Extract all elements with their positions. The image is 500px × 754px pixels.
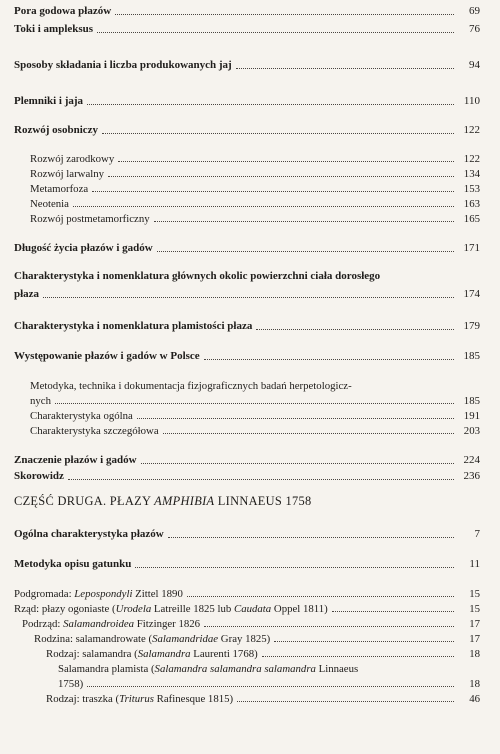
dot-leader bbox=[92, 191, 454, 192]
dot-leader bbox=[237, 701, 454, 702]
entry-title: Charakterystyka i nomenklatura plamistości płaza bbox=[14, 320, 253, 332]
toc-entry-rodzaj1 bbox=[46, 648, 480, 660]
dot-leader bbox=[68, 479, 454, 480]
toc-entry-gatunek_a bbox=[58, 663, 480, 675]
page-number: 122 bbox=[463, 124, 480, 136]
dot-leader bbox=[97, 32, 454, 33]
entry-title: Charakterystyka ogólna bbox=[30, 410, 133, 422]
entry-title: Charakterystyka i nomenklatura głównych okolic powierzchni ciała dorosłego bbox=[14, 270, 381, 282]
page-number: 11 bbox=[469, 558, 480, 570]
page-number: 18 bbox=[469, 678, 480, 690]
toc-entry-rozwoj bbox=[14, 124, 480, 137]
dot-leader bbox=[204, 626, 454, 627]
page-number: 15 bbox=[469, 603, 480, 615]
toc-entry-ogolna_pl bbox=[14, 528, 480, 541]
entry-title-part: 1758) bbox=[58, 678, 84, 690]
entry-title-part: Salamandra salamandra salamandra bbox=[154, 663, 316, 675]
entry-title bbox=[14, 588, 183, 600]
dot-leader bbox=[43, 297, 454, 298]
entry-title-part: Urodela bbox=[115, 603, 152, 615]
entry-title bbox=[14, 603, 328, 615]
entry-title bbox=[58, 663, 358, 675]
page-number: 236 bbox=[463, 470, 480, 482]
entry-title: Toki i ampleksus bbox=[14, 23, 94, 35]
entry-title bbox=[34, 633, 270, 645]
page-number: 69 bbox=[469, 5, 480, 17]
entry-title: Metodyka opisu gatunku bbox=[14, 558, 132, 570]
toc-entry-okolic_a bbox=[14, 270, 480, 283]
page-number: 17 bbox=[469, 618, 480, 630]
entry-title: Metodyka, technika i dokumentacja fizjograficznych badań herpetologicz- bbox=[30, 380, 352, 392]
page-number: 17 bbox=[469, 633, 480, 645]
dot-leader bbox=[55, 403, 454, 404]
entry-title: Ogólna charakterystyka płazów bbox=[14, 528, 164, 540]
toc-entry-wystepowanie bbox=[14, 350, 480, 363]
dot-leader bbox=[115, 14, 454, 15]
toc-entry-neotenia bbox=[30, 198, 480, 210]
dot-leader bbox=[157, 251, 454, 252]
dot-leader bbox=[236, 68, 454, 69]
toc-entry-szczegolowa bbox=[30, 425, 480, 437]
page-number: 46 bbox=[469, 693, 480, 705]
page-number: 224 bbox=[463, 454, 480, 466]
entry-title-part: Salamandridae bbox=[152, 633, 219, 645]
dot-leader bbox=[256, 329, 454, 330]
entry-title-part: Triturus bbox=[119, 693, 154, 705]
toc-entry-okolic_b bbox=[14, 288, 480, 301]
entry-title: Znaczenie płazów i gadów bbox=[14, 454, 137, 466]
dot-leader bbox=[102, 133, 454, 134]
entry-title-part: Gray 1825) bbox=[218, 633, 271, 645]
heading-italic: AMPHIBIA bbox=[154, 494, 215, 508]
toc-entry-metamorfoza bbox=[30, 183, 480, 195]
entry-title-part: Laurenti 1768) bbox=[190, 648, 258, 660]
page-number: 122 bbox=[463, 153, 480, 165]
toc-entry-metodyka_a bbox=[30, 380, 480, 392]
page-number: 174 bbox=[463, 288, 480, 300]
entry-title: Występowanie płazów i gadów w Polsce bbox=[14, 350, 200, 362]
dot-leader bbox=[168, 537, 454, 538]
entry-title-part: Zittel 1890 bbox=[132, 588, 183, 600]
entry-title bbox=[22, 618, 200, 630]
entry-title-part: Podgromada: bbox=[14, 588, 75, 600]
page-number: 185 bbox=[463, 350, 480, 362]
page-number: 179 bbox=[463, 320, 480, 332]
page-number: 94 bbox=[469, 59, 480, 71]
entry-title-part: Lepospondyli bbox=[74, 588, 133, 600]
toc-entry-metodyka_opisu bbox=[14, 558, 480, 571]
entry-title bbox=[58, 678, 83, 690]
dot-leader bbox=[332, 611, 454, 612]
entry-title bbox=[46, 693, 233, 705]
toc-entry-plamistosci bbox=[14, 320, 480, 333]
toc-entry-plemniki bbox=[14, 95, 480, 108]
dot-leader bbox=[187, 596, 454, 597]
part-two-heading bbox=[14, 494, 312, 509]
entry-title-part: Rodzaj: salamandra ( bbox=[46, 648, 138, 660]
page-number: 76 bbox=[469, 23, 480, 35]
entry-title: Rozwój larwalny bbox=[30, 168, 105, 180]
toc-entry-podgromada bbox=[14, 588, 480, 600]
toc-entry-znaczenie bbox=[14, 454, 480, 467]
entry-title-part: Podrząd: bbox=[22, 618, 64, 630]
entry-title: Rozwój osobniczy bbox=[14, 124, 99, 136]
toc-entry-rodzaj2 bbox=[46, 693, 480, 705]
entry-title bbox=[46, 648, 258, 660]
page-number: 153 bbox=[463, 183, 480, 195]
toc-entry-dlugosc bbox=[14, 242, 480, 255]
heading-prefix: CZĘŚĆ DRUGA. PŁAZY bbox=[14, 494, 155, 508]
page-number: 171 bbox=[463, 242, 480, 254]
entry-title: nych bbox=[30, 395, 51, 407]
toc-entry-metodyka_b bbox=[30, 395, 480, 407]
dot-leader bbox=[137, 418, 454, 419]
dot-leader bbox=[274, 641, 454, 642]
toc-entry-toki bbox=[14, 23, 480, 36]
dot-leader bbox=[163, 433, 454, 434]
toc-entry-rzad bbox=[14, 603, 480, 615]
page-number: 15 bbox=[469, 588, 480, 600]
toc-entry-skorowidz bbox=[14, 470, 480, 483]
toc-entry-podrzad bbox=[22, 618, 480, 630]
entry-title-part: Rodzina: salamandrowate ( bbox=[34, 633, 153, 645]
heading-suffix: LINNAEUS 1758 bbox=[214, 494, 312, 508]
page-number: 18 bbox=[469, 648, 480, 660]
dot-leader bbox=[87, 686, 454, 687]
toc-entry-rodzina bbox=[34, 633, 480, 645]
entry-title-part: Oppel 1811) bbox=[271, 603, 328, 615]
page-number: 7 bbox=[474, 528, 480, 540]
toc-entry-postmeta bbox=[30, 213, 480, 225]
entry-title: Charakterystyka szczegółowa bbox=[30, 425, 159, 437]
dot-leader bbox=[87, 104, 454, 105]
page-number: 191 bbox=[463, 410, 480, 422]
page-number: 165 bbox=[463, 213, 480, 225]
dot-leader bbox=[204, 359, 454, 360]
entry-title-part: Salamandroidea bbox=[63, 618, 135, 630]
toc-entry-zarodkowy bbox=[30, 153, 480, 165]
dot-leader bbox=[154, 221, 454, 222]
toc-entry-larwalny bbox=[30, 168, 480, 180]
entry-title: płaza bbox=[14, 288, 40, 300]
entry-title: Plemniki i jaja bbox=[14, 95, 84, 107]
entry-title: Długość życia płazów i gadów bbox=[14, 242, 153, 254]
page-number: 163 bbox=[463, 198, 480, 210]
entry-title-part: Fitzinger 1826 bbox=[134, 618, 201, 630]
entry-title: Sposoby składania i liczba produkowanych jaj bbox=[14, 59, 232, 71]
toc-entry-pora bbox=[14, 5, 480, 18]
entry-title-part: Rafinesque 1815) bbox=[153, 693, 234, 705]
entry-title-part: Latreille 1825 lub bbox=[151, 603, 234, 615]
dot-leader bbox=[73, 206, 454, 207]
page-number: 185 bbox=[463, 395, 480, 407]
page-number: 110 bbox=[463, 95, 480, 107]
entry-title: Neotenia bbox=[30, 198, 69, 210]
dot-leader bbox=[118, 161, 454, 162]
entry-title-part: Linnaeus bbox=[315, 663, 359, 675]
toc-entry-ogolna bbox=[30, 410, 480, 422]
entry-title-part: Caudata bbox=[234, 603, 272, 615]
dot-leader bbox=[135, 567, 454, 568]
entry-title-part: Rodzaj: traszka ( bbox=[46, 693, 120, 705]
entry-title: Metamorfoza bbox=[30, 183, 89, 195]
entry-title-part: Salamandra bbox=[137, 648, 191, 660]
entry-title: Skorowidz bbox=[14, 470, 64, 482]
entry-title-part: Rząd: płazy ogoniaste ( bbox=[14, 603, 116, 615]
toc-entry-gatunek_b bbox=[58, 678, 480, 690]
entry-title: Pora godowa płazów bbox=[14, 5, 112, 17]
dot-leader bbox=[108, 176, 454, 177]
toc-entry-sposoby bbox=[14, 59, 480, 72]
entry-title-part: Salamandra plamista ( bbox=[58, 663, 155, 675]
entry-title: Rozwój postmetamorficzny bbox=[30, 213, 150, 225]
dot-leader bbox=[141, 463, 454, 464]
page-number: 203 bbox=[463, 425, 480, 437]
page-number: 134 bbox=[463, 168, 480, 180]
entry-title: Rozwój zarodkowy bbox=[30, 153, 115, 165]
dot-leader bbox=[262, 656, 454, 657]
